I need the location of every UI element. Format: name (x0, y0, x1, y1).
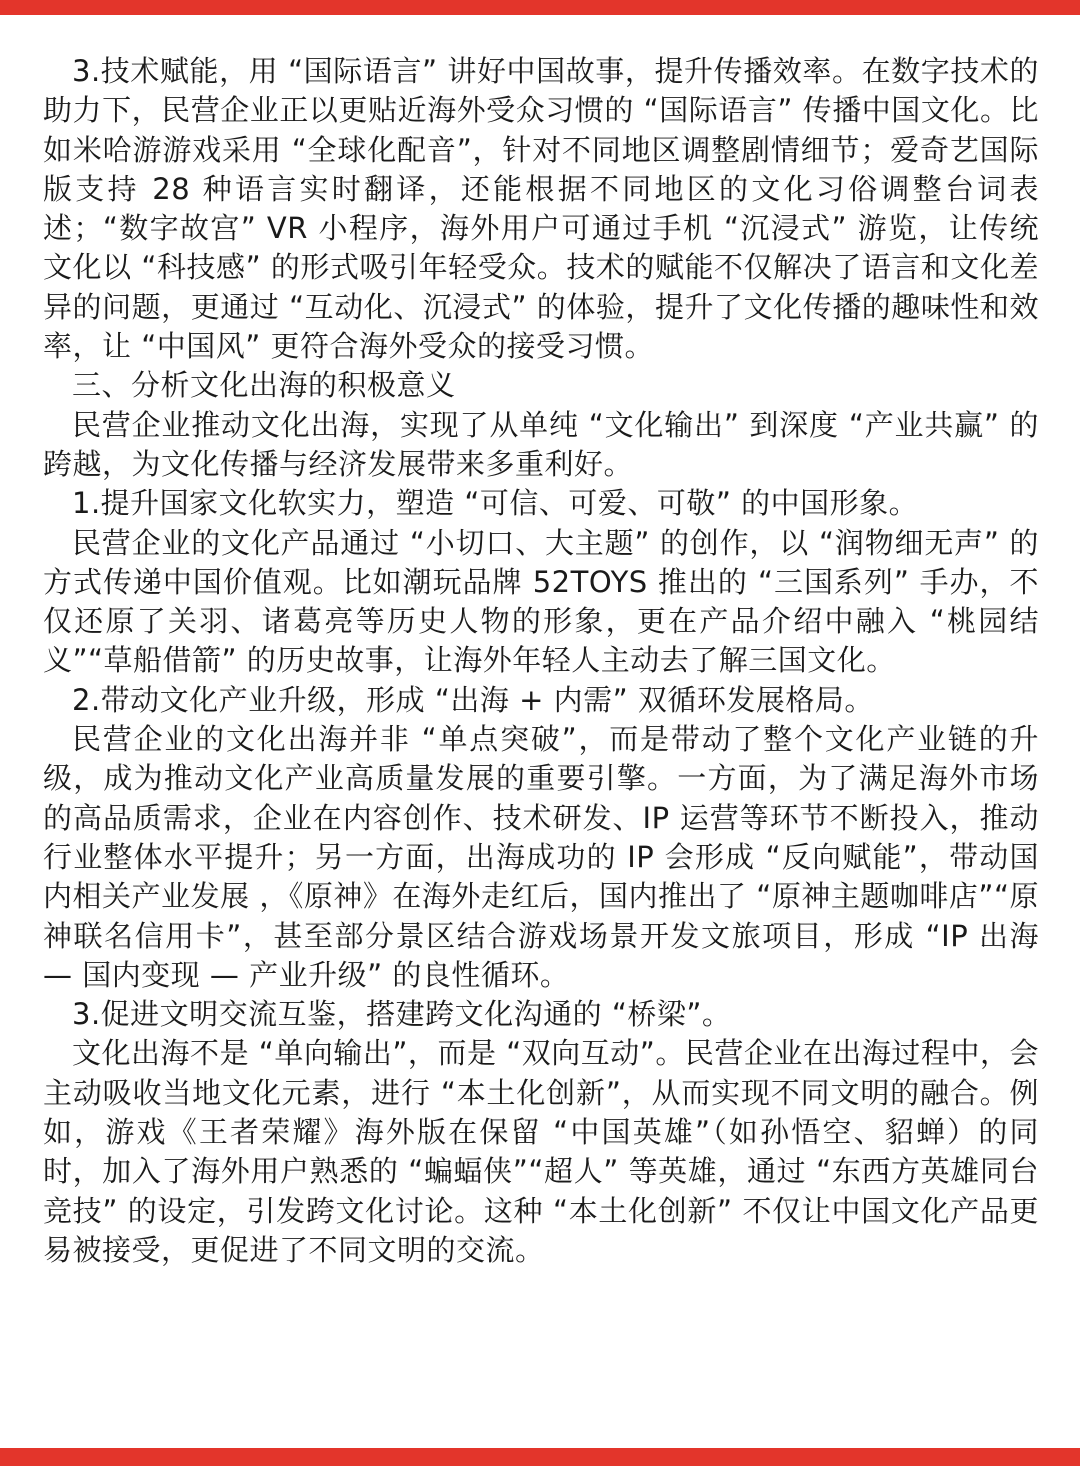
top-accent-bar (0, 0, 1080, 15)
paragraph-tech-empowerment: 3.技术赋能，用 “国际语言” 讲好中国故事，提升传播效率。在数字技术的助力下，民营企业正以更贴近海外受众习惯的 “国际语言” 传播中国文化。比如米哈游游戏采用 “全球化配音”，针对不同地区调整剧情细节；爱奇艺国际版支持 28 种语言实时翻译，还能根据不同地区的文化习俗调整台词表述；“数字故宫” VR 小程序，海外用户可通过手机 “沉浸式” 游览，让传统文化以 “科技感” 的形式吸引年轻受众。技术的赋能不仅解决了语言和文化差异的问题，更通过 “互动化、沉浸式” 的体验，提升了文化传播的趣味性和效率，让 “中国风” 更符合海外受众的接受习惯。 (43, 54, 1039, 364)
point-heading-industry-upgrade: 2.带动文化产业升级，形成 “出海 + 内需” 双循环发展格局。 (72, 682, 874, 717)
paragraph-civilization-exchange: 文化出海不是 “单向输出”，而是 “双向互动”。民营企业在出海过程中，会主动吸收当地文化元素，进行 “本土化创新”，从而实现不同文明的融合。例如，游戏《王者荣耀》海外版在保留 “中国英雄”（如孙悟空、貂蝉）的同时，加入了海外用户熟悉的 “蝙蝠侠”“超人” 等英雄，通过 “东西方英雄同台竞技” 的设定，引发跨文化讨论。这种 “本土化创新” 不仅让中国文化产品更易被接受，更促进了不同文明的交流。 (43, 1036, 1039, 1267)
article-body (43, 52, 1039, 1270)
point-heading-civilization-exchange: 3.促进文明交流互鉴，搭建跨文化沟通的 “桥梁”。 (72, 997, 732, 1032)
section-heading-positive-significance: 三、分析文化出海的积极意义 (72, 368, 456, 403)
paragraph-industry-upgrade: 民营企业的文化出海并非 “单点突破”，而是带动了整个文化产业链的升级，成为推动文化产业高质量发展的重要引擎。一方面，为了满足海外市场的高品质需求，企业在内容创作、技术研发、IP 运营等环节不断投入，推动行业整体水平提升；另一方面，出海成功的 IP 会形成 “反向赋能”，带动国内相关产业发展 ，《原神》在海外走红后，国内推出了 “原神主题咖啡店”“原神联名信用卡”，甚至部分景区结合游戏场景开发文旅项目，形成 “IP 出海 — 国内变现 — 产业升级” 的良性循环。 (43, 722, 1039, 992)
paragraph-soft-power: 民营企业的文化产品通过 “小切口、大主题” 的创作，以 “润物细无声” 的方式传递中国价值观。比如潮玩品牌 52TOYS 推出的 “三国系列” 手办，不仅还原了关羽、诸葛亮等历史人物的形象，更在产品介绍中融入 “桃园结义”“草船借箭” 的历史故事，让海外年轻人主动去了解三国文化。 (43, 525, 1039, 678)
point-heading-soft-power: 1.提升国家文化软实力，塑造 “可信、可爱、可敬” 的中国形象。 (72, 486, 919, 521)
bottom-accent-bar (0, 1448, 1080, 1466)
paragraph-intro: 民营企业推动文化出海，实现了从单纯 “文化输出” 到深度 “产业共赢” 的跨越，为文化传播与经济发展带来多重利好。 (43, 407, 1039, 481)
